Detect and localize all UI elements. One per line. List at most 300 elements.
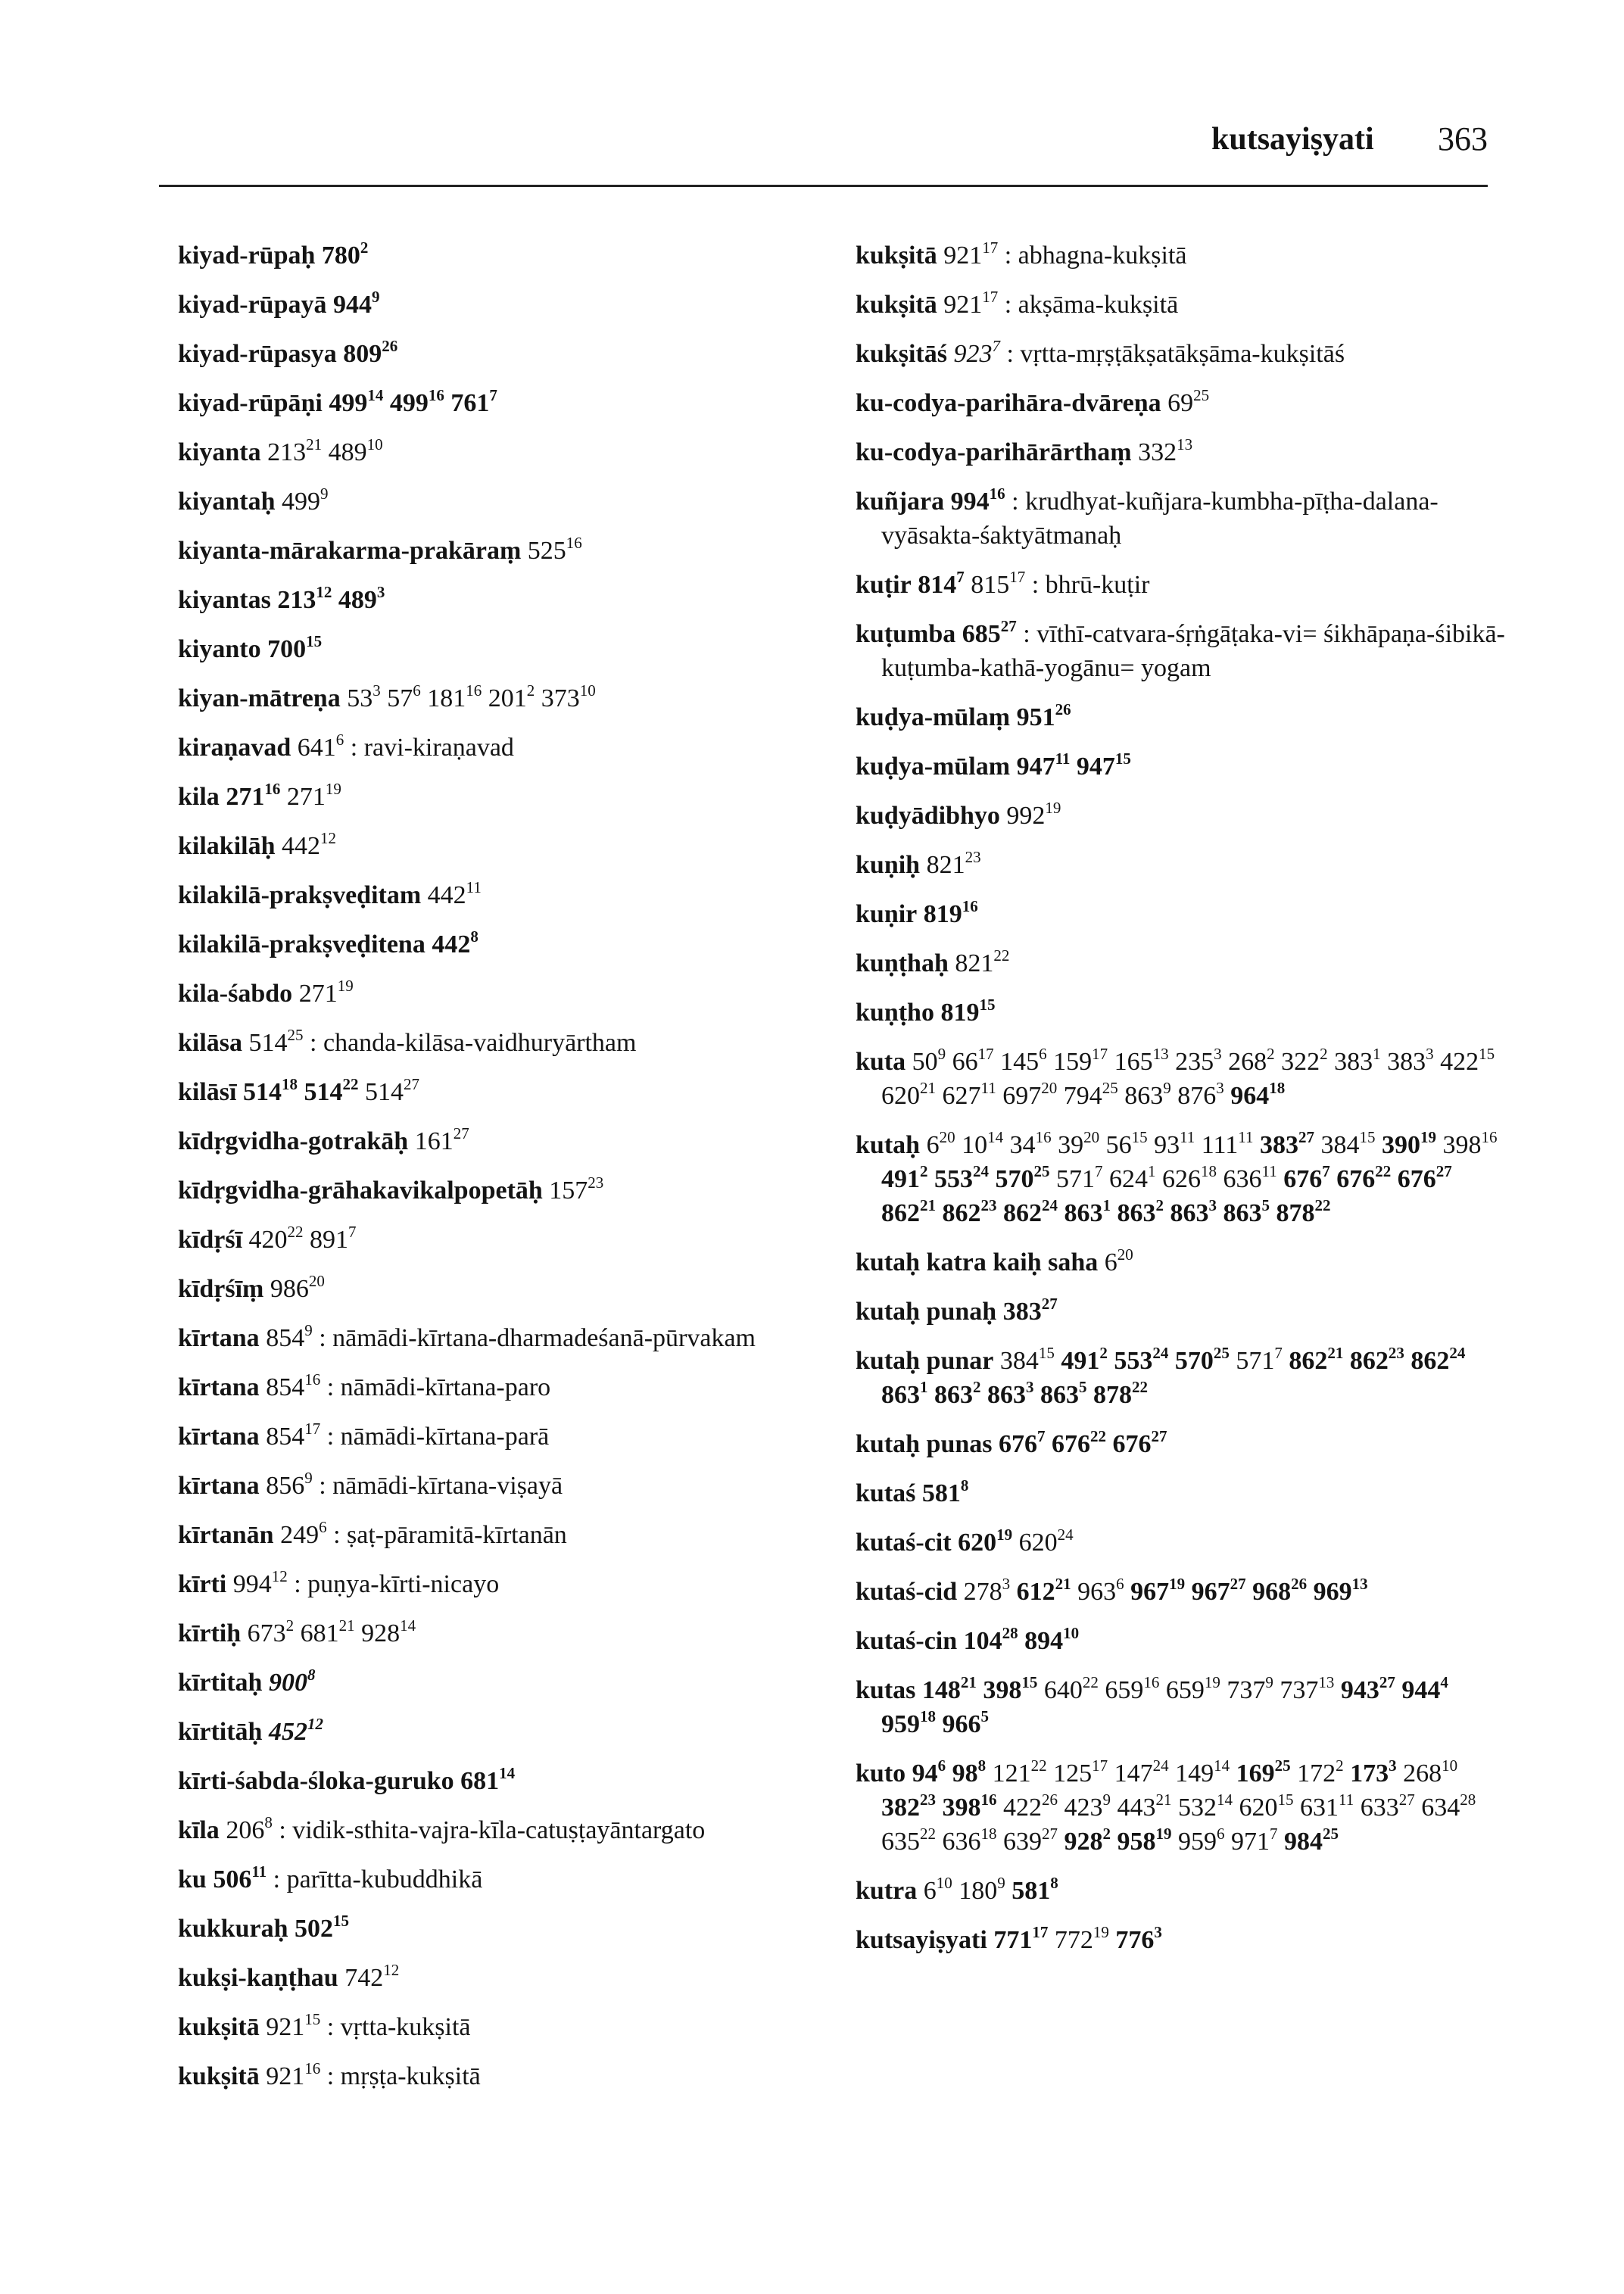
line-number-ref: 21 [1155,1791,1172,1809]
line-number-ref: 21 [1327,1344,1344,1362]
page-number-ref: 951 [1016,703,1055,731]
page-reference [286,780,341,811]
line-number-ref: 3 [1426,1045,1434,1063]
page-number-ref: 157 [549,1177,588,1205]
line-number-ref: 27 [1379,1673,1395,1691]
page-number-ref: 921 [943,291,983,319]
line-number-ref: 9 [1102,1791,1111,1809]
page-reference [1117,1196,1164,1227]
line-number-ref: 16 [304,2059,321,2077]
headword: kiyad-rūpayā [178,291,327,319]
page-reference [921,1673,977,1704]
page-number-ref: 571 [1236,1347,1275,1375]
headword: kīrtana [178,1423,260,1451]
index-entry [856,1245,1507,1279]
page-number-ref: 984 [1284,1828,1323,1856]
headword: kutaś-cit [856,1529,952,1557]
page-number-ref: 944 [333,291,372,319]
page-reference [926,1128,955,1159]
line-number-ref: 20 [308,1272,325,1290]
page-number-ref: 876 [1177,1082,1217,1110]
compound-note: : vṛtta-kukṣitā [326,2013,471,2041]
page-reference [1252,1575,1308,1606]
index-entry [178,977,844,1011]
page-reference [1297,1756,1344,1788]
line-number-ref: 26 [382,337,398,355]
page-number-ref: 271 [298,980,338,1008]
page-number-ref: 525 [527,537,566,565]
page-reference [881,1707,936,1738]
page-reference [1130,1575,1186,1606]
page-reference [266,1321,313,1352]
page-reference [1053,1045,1108,1076]
index-entry [856,617,1507,685]
page-reference [921,1476,969,1507]
line-number-ref: 2 [1336,1756,1344,1775]
page-reference [1105,1673,1160,1704]
page-reference [248,1223,304,1254]
line-number-ref: 13 [1318,1673,1335,1691]
line-number-ref: 24 [973,1162,989,1180]
page-reference [1174,1344,1230,1375]
line-number-ref: 11 [1339,1791,1354,1809]
line-number-ref: 3 [376,583,385,601]
page-reference [277,583,332,614]
headword: kiyanto [178,635,261,663]
index-entry [178,1272,844,1306]
line-number-ref: 1 [1373,1045,1381,1063]
index-entry [178,1173,844,1208]
page-reference [1117,1825,1172,1856]
page-number-ref: 639 [1003,1828,1042,1856]
page-reference [1124,1079,1171,1110]
page-reference [282,485,329,516]
line-number-ref: 16 [962,897,978,915]
line-number-ref: 22 [342,1075,359,1093]
page-number-ref: 161 [414,1127,454,1155]
headword: kilakilā-prakṣveḍitena [178,930,425,958]
line-number-ref: 10 [579,681,596,700]
index-entry [856,700,1507,734]
page-number-ref: 862 [881,1199,920,1227]
page-number-ref: 967 [1130,1578,1170,1606]
page-number-ref: 423 [1064,1794,1103,1822]
line-number-ref: 12 [271,1567,288,1585]
page-reference [1191,1575,1246,1606]
page-reference [414,1124,469,1155]
page-number-ref: 794 [1063,1082,1102,1110]
headword: kiyad-rūpasya [178,340,337,368]
page-reference [1114,1756,1169,1788]
page-reference [1018,1526,1074,1557]
headword: kilāsī [178,1078,237,1106]
page-number-ref: 69 [1167,389,1194,417]
page-reference [1227,1673,1273,1704]
page-reference [963,1575,1011,1606]
page-reference [942,1791,997,1822]
page-reference [1349,1344,1404,1375]
page-number-ref: 553 [934,1165,973,1193]
line-number-ref: 22 [287,1223,304,1241]
page-number-ref: 620 [881,1082,920,1110]
page-number-ref: 815 [971,571,1010,599]
line-number-ref: 17 [1009,568,1026,586]
page-reference [1175,1045,1222,1076]
line-number-ref: 11 [1261,1162,1277,1180]
line-number-ref: 25 [1193,386,1210,404]
line-number-ref: 5 [1079,1378,1087,1396]
line-number-ref: 3 [1002,1575,1011,1593]
page-reference [1114,1344,1169,1375]
page-reference [268,1666,316,1697]
line-number-ref: 9 [937,1045,946,1063]
page-number-ref: 964 [1230,1082,1270,1110]
line-number-ref: 9 [320,485,329,503]
page-number-ref: 959 [881,1710,920,1738]
page-reference [1236,1756,1291,1788]
headword: ku-codya-parihāra-dvāreṇa [856,389,1161,417]
running-title: kutsayiṣyati [1211,122,1374,157]
page-reference [266,1370,321,1401]
line-number-ref: 22 [1090,1427,1107,1445]
page-reference [266,2059,321,2090]
page-number-ref: 612 [1016,1578,1055,1606]
page-reference [999,1427,1046,1458]
headword: kuṭumba [856,620,956,648]
page-reference [298,977,354,1008]
page-reference [1231,1825,1278,1856]
line-number-ref: 27 [1042,1825,1058,1843]
line-number-ref: 6 [319,1518,327,1536]
line-number-ref: 22 [1132,1378,1148,1396]
index-entry [856,897,1507,931]
page-reference [270,1272,325,1303]
line-number-ref: 8 [264,1813,273,1831]
line-number-ref: 16 [1143,1673,1160,1691]
page-number-ref: 514 [364,1078,404,1106]
line-number-ref: 7 [956,568,965,586]
line-number-ref: 7 [1270,1825,1278,1843]
page-reference [343,337,398,368]
line-number-ref: 8 [470,927,478,946]
page-reference [1276,1196,1331,1227]
compound-note: : nāmādi-kīrtana-paro [326,1373,551,1401]
line-number-ref: 23 [980,1196,997,1214]
page-reference [1117,1791,1172,1822]
compound-note: : parītta-kubuddhikā [273,1865,483,1893]
page-reference [926,848,981,879]
headword: kutaḥ katra kaiḥ saha [856,1248,1099,1276]
line-number-ref: 1 [1102,1196,1111,1214]
page-reference [1016,700,1071,731]
headword: kila-śabdo [178,980,293,1008]
page-number-ref: 862 [1003,1199,1042,1227]
line-number-ref: 7 [348,1223,357,1241]
page-reference [1340,1673,1395,1704]
page-number-ref: 271 [286,783,326,811]
line-number-ref: 8 [307,1666,316,1684]
page-number-ref: 771 [993,1926,1033,1954]
line-number-ref: 20 [1117,1245,1133,1264]
line-number-ref: 9 [372,288,380,306]
line-number-ref: 2 [526,681,535,700]
line-number-ref: 7 [1095,1162,1103,1180]
page-reference [971,568,1026,599]
line-number-ref: 9 [304,1321,313,1339]
page-reference [1239,1791,1294,1822]
headword: kiyan-mātreṇa [178,684,341,712]
line-number-ref: 14 [400,1616,416,1635]
line-number-ref: 10 [366,435,383,454]
line-number-ref: 3 [1214,1045,1222,1063]
index-entry [178,288,844,322]
page-number-ref: 491 [1061,1347,1100,1375]
page-reference [344,1961,400,1992]
index-entry [178,1223,844,1257]
page-number-ref: 891 [310,1226,349,1254]
line-number-ref: 11 [1180,1128,1195,1146]
page-number-ref: 148 [921,1676,961,1704]
page-reference [1002,1079,1058,1110]
line-number-ref: 9 [1265,1673,1273,1691]
line-number-ref: 25 [1213,1344,1230,1362]
page-reference [266,2010,321,2041]
page-number-ref: 499 [389,389,429,417]
page-reference [1115,1923,1162,1954]
line-number-ref: 14 [367,386,384,404]
line-number-ref: 8 [960,1476,969,1495]
page-number-ref: 373 [541,684,580,712]
line-number-ref: 20 [1041,1079,1058,1097]
line-number-ref: 24 [1152,1756,1169,1775]
index-entry [178,485,844,519]
index-entry [178,337,844,371]
line-number-ref: 19 [1169,1575,1186,1593]
page-reference [450,386,497,417]
page-number-ref: 631 [1300,1794,1339,1822]
page-reference [1114,1045,1169,1076]
line-number-ref: 21 [920,1079,936,1097]
line-number-ref: 22 [920,1825,936,1843]
page-reference [881,1378,928,1409]
page-reference [310,1223,357,1254]
page-number-ref: 854 [266,1373,305,1401]
page-number-ref: 442 [432,930,471,958]
line-number-ref: 20 [1083,1128,1100,1146]
index-entry [856,848,1507,882]
line-number-ref: 28 [1002,1624,1018,1642]
page-reference [943,288,999,319]
index-entry [856,1673,1507,1741]
index-entry [178,1075,844,1109]
headword: kiyantaḥ [178,488,276,516]
line-number-ref: 16 [264,780,281,798]
page-reference [1421,1791,1476,1822]
headword: kuḍya-mūlaṃ [856,703,1011,731]
line-number-ref: 12 [320,829,337,847]
page-number-ref: 145 [1000,1048,1040,1076]
headword: kukṣitā [856,291,937,319]
page-reference [995,1162,1050,1193]
page-reference [942,1707,990,1738]
page-number-ref: 659 [1165,1676,1205,1704]
line-number-ref: 14 [1217,1791,1233,1809]
line-number-ref: 23 [588,1173,604,1192]
headword: kīla [178,1816,220,1844]
page-number-ref: 966 [942,1710,981,1738]
page-number-ref: 165 [1114,1048,1153,1076]
index-entry [856,1344,1507,1412]
page-reference [1334,1045,1381,1076]
page-reference [1061,1344,1108,1375]
headword: kukṣitāś [856,340,947,368]
line-number-ref: 17 [1032,1923,1049,1941]
page-reference [1280,1673,1335,1704]
line-number-ref: 11 [466,878,482,896]
page-reference [333,288,380,319]
headword: kīrtana [178,1324,260,1352]
line-number-ref: 2 [920,1162,928,1180]
page-reference [460,1764,516,1795]
page-reference [347,681,381,712]
line-number-ref: 28 [1460,1791,1476,1809]
page-number-ref: 819 [923,900,962,928]
headword: kukṣitā [178,2013,260,2041]
index-entry [856,386,1507,420]
headword: kutaḥ punar [856,1347,994,1375]
line-number-ref: 25 [1033,1162,1050,1180]
index-entry [856,1624,1507,1658]
line-number-ref: 8 [1050,1874,1058,1892]
compound-note: : ravi-kiraṇavad [350,734,514,762]
page-reference [1112,1427,1167,1458]
page-reference [267,632,323,663]
page-number-ref: 452 [268,1718,307,1746]
page-number-ref: 878 [1093,1381,1132,1409]
line-number-ref: 10 [936,1874,952,1892]
page-reference [488,681,535,712]
index-entry [856,1295,1507,1329]
page-number-ref: 809 [343,340,382,368]
page-number-ref: 442 [282,832,321,860]
page-number-ref: 780 [321,242,360,270]
page-reference [527,534,582,565]
index-entry [178,1370,844,1404]
page-reference [1300,1791,1354,1822]
page-number-ref: 700 [267,635,307,663]
line-number-ref: 15 [333,1912,350,1930]
page-reference [1167,386,1210,417]
line-number-ref: 16 [566,534,582,552]
compound-note: : vīthī-catvara-śṛṅgāṭaka-vi= śikhāpaṇa-śibikā-kuṭumba-kathā-yogānu= yogam [881,620,1505,682]
compound-note: : vṛtta-mṛṣṭākṣatākṣāma-kukṣitāś [1006,340,1345,368]
page-reference [923,897,978,928]
page-number-ref: 923 [953,340,993,368]
headword: kiyantas [178,586,271,614]
page-reference [1284,1825,1339,1856]
headword: kīrtanān [178,1521,274,1549]
page-reference [1178,1791,1233,1822]
line-number-ref: 27 [1230,1575,1246,1593]
line-number-ref: 18 [281,1075,298,1093]
line-number-ref: 21 [1055,1575,1071,1593]
page-number-ref: 772 [1054,1926,1093,1954]
line-number-ref: 7 [992,337,1000,355]
page-number-ref: 635 [881,1828,920,1856]
line-number-ref: 19 [996,1526,1013,1544]
page-reference [1336,1162,1392,1193]
line-number-ref: 19 [1045,799,1061,817]
line-number-ref: 16 [428,386,444,404]
page-reference [953,337,1000,368]
line-number-ref: 6 [1039,1045,1047,1063]
page-number-ref: 921 [266,2062,305,2090]
page-reference [934,1378,981,1409]
page-reference [1350,1756,1397,1788]
page-reference [1138,435,1193,466]
page-reference [1177,1079,1224,1110]
page-reference [881,1162,928,1193]
page-number-ref: 213 [277,586,316,614]
page-reference [1003,1825,1058,1856]
line-number-ref: 19 [1204,1673,1220,1691]
page-number-ref: 104 [963,1627,1002,1655]
page-number-ref: 742 [344,1964,384,1992]
page-reference [1387,1045,1434,1076]
page-reference [1162,1162,1217,1193]
line-number-ref: 16 [989,485,1005,503]
page-reference [940,996,996,1027]
index-entry [856,568,1507,602]
page-number-ref: 180 [959,1877,998,1905]
line-number-ref: 27 [403,1075,419,1093]
page-number-ref: 863 [934,1381,973,1409]
page-reference [432,927,478,958]
page-number-ref: 681 [300,1619,339,1647]
line-number-ref: 10 [1442,1756,1458,1775]
line-number-ref: 11 [980,1079,996,1097]
page-number-ref: 382 [881,1794,920,1822]
page-number-ref: 681 [460,1767,500,1795]
page-reference [1236,1344,1283,1375]
page-number-ref: 959 [1178,1828,1217,1856]
line-number-ref: 22 [1030,1756,1047,1775]
page-reference [297,731,344,762]
page-reference [321,238,369,270]
page-reference [226,1813,273,1844]
index-entry [178,1124,844,1158]
page-number-ref: 398 [942,1794,981,1822]
page-number-ref: 928 [361,1619,401,1647]
page-reference [226,780,281,811]
page-number-ref: 581 [921,1479,961,1507]
page-number-ref: 169 [1236,1759,1275,1788]
page-reference [247,1616,295,1647]
page-reference [881,1196,936,1227]
page-reference [328,435,383,466]
page-number-ref: 863 [1223,1199,1262,1227]
page-number-ref: 206 [226,1816,265,1844]
page-number-ref: 125 [1053,1759,1093,1788]
page-number-ref: 506 [213,1865,252,1893]
page-reference [881,1079,936,1110]
page-reference [300,1616,355,1647]
page-number-ref: 271 [226,783,265,811]
line-number-ref: 17 [977,1045,994,1063]
page-number-ref: 626 [1162,1165,1201,1193]
line-number-ref: 7 [489,386,497,404]
headword: kutas [856,1676,916,1704]
